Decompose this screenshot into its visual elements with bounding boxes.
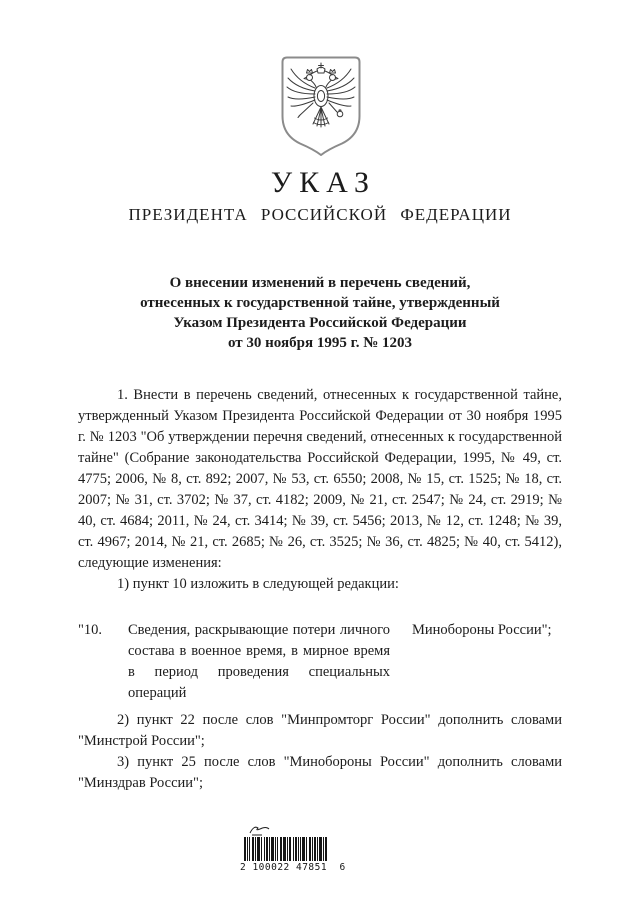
amendment-intro-paragraph: 1. Внести в перечень сведений, отнесенных к государственной тайне, утвержденный Указом Президента Российской Федерации от 30 ноября 1995 г. № 1203 "Об утверждении перечня сведений, отнесенных к государственной тайне" (Собрание законодательства Российской Федерации, 1995, № 49, ст. 4775; 2006, № 8, ст. 892; 2007, № 53, ст. 6550; 2008, № 15, ст. 1525; № 18, ст. 2007; № 31, ст. 3702; № 37, ст. 4182; 2009, № 21, ст. 2547; № 24, ст. 2919; № 40, ст. 4684; 2011, № 24, ст. 3414; № 39, ст. 5456; 2013, № 12, ст. 1248; № 39, ст. 4967; 2014, № 21, ст. 2685; № 26, ст. 3525; № 36, ст. 4825; № 40, ст. 5412), следующие изменения: (78, 387, 562, 571)
barcode-bar (257, 837, 260, 861)
barcode-bar (323, 837, 324, 861)
barcode-bar (314, 837, 316, 861)
barcode-bar (293, 837, 294, 861)
subject-title-line: Указом Президента Российской Федерации (173, 315, 467, 331)
handwritten-mark-icon (248, 824, 272, 837)
barcode-bar (298, 837, 299, 861)
barcode-bar (264, 837, 265, 861)
decree-type-title: УКАЗ (270, 166, 377, 199)
subject-title-line: О внесении изменений в перечень сведений, (169, 275, 471, 291)
russian-coat-of-arms-icon (279, 56, 363, 156)
entry-agency: Минобороны России"; (412, 622, 552, 638)
decree-subject-title (0, 273, 640, 353)
subject-title-line: отнесенных к государственной тайне, утвержденный (140, 295, 500, 311)
subject-title-line: от 30 ноября 1995 г. № 1203 (227, 335, 413, 351)
barcode-bar (325, 837, 327, 861)
secret-list-entry-10 (78, 620, 562, 704)
barcode-bar (306, 837, 307, 861)
barcode-bar (317, 837, 318, 861)
barcode-bar (271, 837, 274, 861)
barcode-bar (289, 837, 291, 861)
barcode-digits: 2 100022 47851 6 (240, 862, 346, 873)
barcode-bar (283, 837, 286, 861)
barcode-bar (275, 837, 276, 861)
amendments-list (78, 710, 562, 794)
amendment-item-3: 3) пункт 25 после слов "Минобороны России" дополнить словами "Минздрав России"; (78, 754, 562, 791)
barcode-bar (261, 837, 262, 861)
barcode-bar (295, 837, 297, 861)
barcode-bar (277, 837, 278, 861)
decree-issuer: ПРЕЗИДЕНТА РОССИЙСКОЙ ФЕДЕРАЦИИ (128, 205, 512, 224)
barcode-bar (300, 837, 301, 861)
amendment-item-2: 2) пункт 22 после слов "Минпромторг России" дополнить словами "Минстрой России"; (78, 712, 562, 749)
entry-description: Сведения, раскрывающие потери личного состава в военное время, в мирное время в период проведения специальных операций (128, 622, 390, 701)
barcode-bar (252, 837, 254, 861)
barcode-bar (280, 837, 282, 861)
amendment-item-1: 1) пункт 10 изложить в следующей редакции: (117, 576, 399, 592)
barcode-bar (266, 837, 268, 861)
barcode-bar (255, 837, 256, 861)
entry-number: "10. (78, 622, 103, 638)
barcode-bar (247, 837, 248, 861)
barcode-bar (244, 837, 246, 861)
barcode-bar (312, 837, 313, 861)
barcode-bar (287, 837, 288, 861)
barcode-bar (309, 837, 311, 861)
decree-body (78, 385, 562, 595)
barcode-bar (319, 837, 322, 861)
barcode-bar (249, 837, 250, 861)
barcode-bars (244, 837, 327, 861)
barcode-bar (269, 837, 270, 861)
barcode-bar (302, 837, 305, 861)
